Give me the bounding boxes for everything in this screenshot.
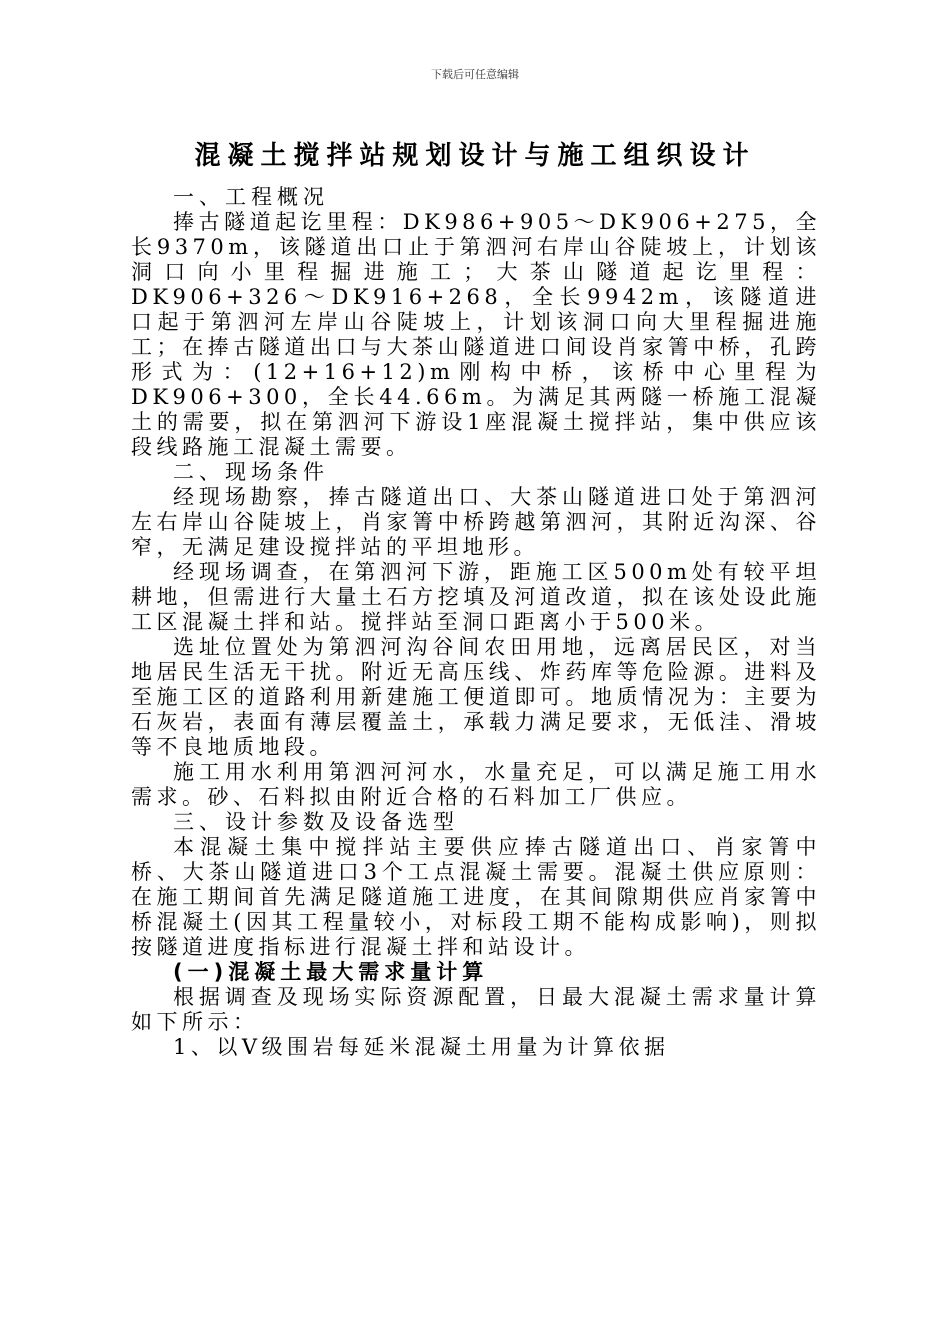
paragraph: 经现场调查，在第泗河下游，距施工区500m处有较平坦耕地，但需进行大量土石方挖填及河道改道，拟在该处设此施工区混凝土拌和站。搅拌站至洞口距离小于500米。 <box>131 560 821 634</box>
document-title: 混凝土搅拌站规划设计与施工组织设计 <box>194 141 756 171</box>
paragraph: 根据调查及现场实际资源配置，日最大混凝土需求量计算如下所示： <box>131 985 821 1034</box>
document-body <box>131 185 821 1060</box>
paragraph: 选址位置处为第泗河沟谷间农田用地，远离居民区，对当地居民生活无干扰。附近无高压线、炸药库等危险源。进料及至施工区的道路利用新建施工便道即可。地质情况为：主要为石灰岩，表面有薄层覆盖土，承载力满足要求，无低洼、滑坡等不良地质地段。 <box>131 635 821 759</box>
paragraph: 本混凝土集中搅拌站主要供应捧古隧道出口、肖家箐中桥、大茶山隧道进口3个工点混凝土需要。混凝土供应原则：在施工期间首先满足隧道施工进度，在其间隙期供应肖家箐中桥混凝土(因其工程量较小，对标段工期不能构成影响)，则拟按隧道进度指标进行混凝土拌和站设计。 <box>131 835 821 959</box>
subsection-heading-max-demand: (一)混凝土最大需求量计算 <box>173 960 489 984</box>
paragraph: 1、以Ⅴ级围岩每延米混凝土用量为计算依据 <box>173 1035 670 1059</box>
header-note: 下载后可任意编辑 <box>431 68 519 81</box>
paragraph: 施工用水利用第泗河河水，水量充足，可以满足施工用水需求。砂、石料拟由附近合格的石料加工厂供应。 <box>131 760 821 809</box>
section-heading-overview: 一、工程概况 <box>173 185 329 209</box>
section-heading-site-conditions: 二、现场条件 <box>173 460 329 484</box>
paragraph: 经现场勘察，捧古隧道出口、大茶山隧道进口处于第泗河左右岸山谷陡坡上，肖家箐中桥跨越第泗河，其附近沟深、谷窄，无满足建设搅拌站的平坦地形。 <box>131 485 821 559</box>
paragraph: 捧古隧道起讫里程：DK986+905～DK906+275，全长9370m，该隧道出口止于第泗河右岸山谷陡坡上，计划该洞口向小里程掘进施工；大茶山隧道起讫里程：DK906+326～DK916+268，全长9942m，该隧道进口起于第泗河左岸山谷陡坡上，计划该洞口向大里程掘进施工；在捧古隧道出口与大茶山隧道进口间设肖家箐中桥，孔跨形式为：(12+16+12)m刚构中桥，该桥中心里程为DK906+300，全长44.66m。为满足其两隧一桥施工混凝土的需要，拟在第泗河下游设1座混凝土搅拌站，集中供应该段线路施工混凝土需要。 <box>131 210 821 459</box>
section-heading-design-parameters: 三、设计参数及设备选型 <box>173 810 459 834</box>
